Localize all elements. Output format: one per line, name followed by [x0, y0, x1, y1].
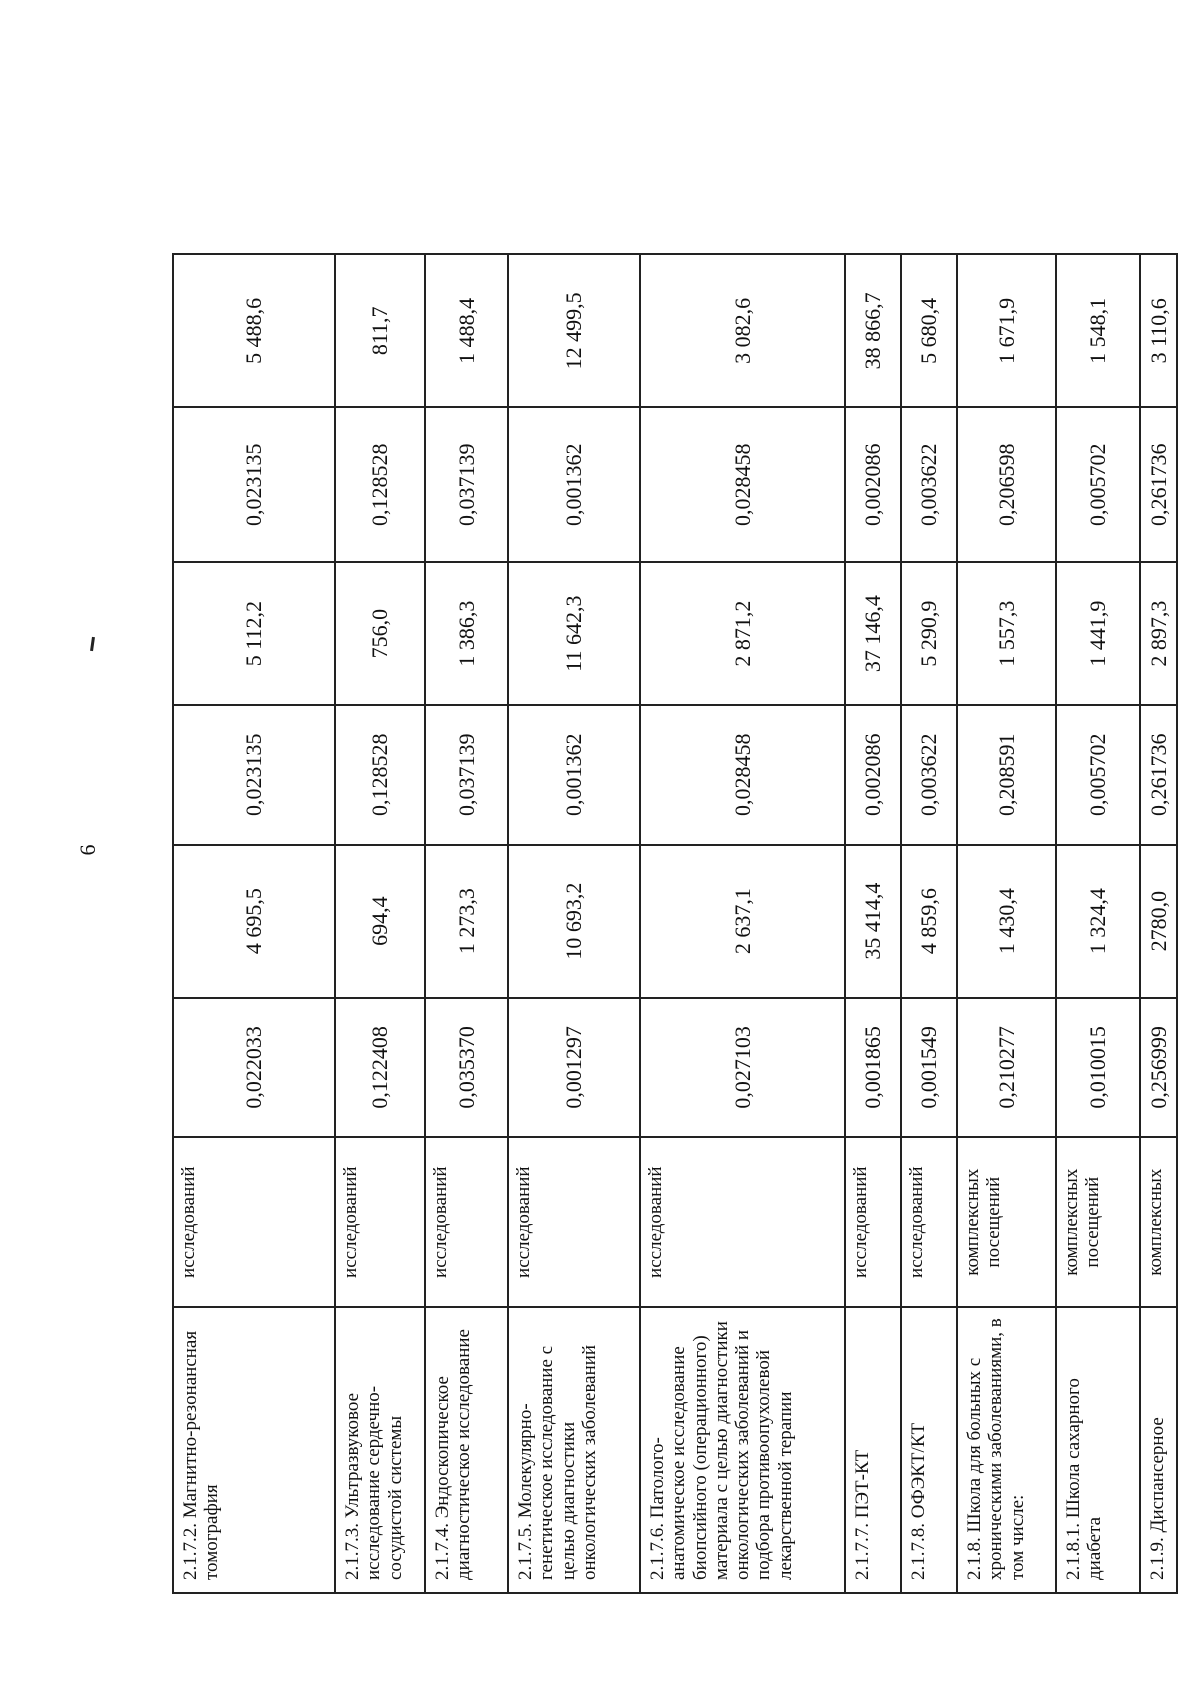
volume-2025-cell: 0,002086 [845, 705, 901, 844]
cost-2024-cell: 4 859,6 [901, 845, 957, 998]
unit-cell: исследований [508, 1137, 640, 1307]
service-name-cell: 2.1.9. Диспансерное [1140, 1307, 1177, 1593]
volume-2025-cell: 0,028458 [640, 705, 845, 844]
cost-2024-cell: 1 430,4 [957, 845, 1056, 998]
cost-2025-cell: 11 642,3 [508, 562, 640, 705]
volume-2024-cell: 0,022033 [173, 998, 335, 1137]
volume-2025-cell: 0,037139 [425, 705, 508, 844]
volume-2026-cell: 0,128528 [335, 407, 425, 562]
rotated-table-sheet [172, 112, 1171, 1594]
service-name-cell: 2.1.7.5. Молекулярно-генетическое исследование с целью диагностики онкологических заболеваний [508, 1307, 640, 1593]
cost-2024-cell: 1 273,3 [425, 845, 508, 998]
volume-2026-cell: 0,037139 [425, 407, 508, 562]
cost-2026-cell: 12 499,5 [508, 254, 640, 407]
service-name-cell: 2.1.7.6. Патолого-анатомическое исследование биопсийного (операционного) материала с целью диагностики онкологических заболеваний и подбора противоопухолевой лекарственной терапии [640, 1307, 845, 1593]
volume-2026-cell: 0,002086 [845, 407, 901, 562]
cost-2024-cell: 694,4 [335, 845, 425, 998]
service-name-cell: 2.1.7.3. Ультразвуковое исследование сердечно-сосудистой системы [335, 1307, 425, 1593]
cost-2025-cell: 5 290,9 [901, 562, 957, 705]
cost-2026-cell: 1 548,1 [1056, 254, 1140, 407]
volume-2024-cell: 0,010015 [1056, 998, 1140, 1137]
cost-2026-cell: 811,7 [335, 254, 425, 407]
cost-2025-cell: 1 386,3 [425, 562, 508, 705]
cost-2025-cell: 1 441,9 [1056, 562, 1140, 705]
cost-2026-cell: 3 110,6 [1140, 254, 1177, 407]
volume-2025-cell: 0,261736 [1140, 705, 1177, 844]
service-name-cell: 2.1.7.8. ОФЭКТ/КТ [901, 1307, 957, 1593]
cost-2024-cell: 35 414,4 [845, 845, 901, 998]
volume-2025-cell: 0,023135 [173, 705, 335, 844]
volume-2025-cell: 0,003622 [901, 705, 957, 844]
cost-2025-cell: 756,0 [335, 562, 425, 705]
volume-2026-cell: 0,206598 [957, 407, 1056, 562]
volume-2024-cell: 0,210277 [957, 998, 1056, 1137]
table-row [957, 113, 1056, 1593]
unit-cell: комплексных посещений [957, 1137, 1056, 1307]
cost-2024-cell: 10 693,2 [508, 845, 640, 998]
unit-cell: исследований [425, 1137, 508, 1307]
tariff-table [172, 112, 1178, 1594]
unit-cell: комплексных [1140, 1137, 1177, 1307]
table-row [173, 113, 335, 1593]
volume-2024-cell: 0,001297 [508, 998, 640, 1137]
cost-2024-cell: 1 324,4 [1056, 845, 1140, 998]
table-row [640, 113, 845, 1593]
scan-mark [90, 637, 95, 651]
service-name-cell: 2.1.7.7. ПЭТ-КТ [845, 1307, 901, 1593]
service-name-cell: 2.1.8. Школа для больных с хроническими заболеваниями, в том числе: [957, 1307, 1056, 1593]
service-name-cell: 2.1.7.4. Эндоскопическое диагностическое исследование [425, 1307, 508, 1593]
volume-2025-cell: 0,128528 [335, 705, 425, 844]
unit-cell: исследований [845, 1137, 901, 1307]
cost-2025-cell: 1 557,3 [957, 562, 1056, 705]
volume-2026-cell: 0,261736 [1140, 407, 1177, 562]
cost-2026-cell: 5 680,4 [901, 254, 957, 407]
table-row [1140, 113, 1177, 1593]
volume-2024-cell: 0,035370 [425, 998, 508, 1137]
cost-2025-cell: 2 897,3 [1140, 562, 1177, 705]
cost-2026-cell: 5 488,6 [173, 254, 335, 407]
volume-2026-cell: 0,003622 [901, 407, 957, 562]
cost-2026-cell: 38 866,7 [845, 254, 901, 407]
cost-2024-cell: 4 695,5 [173, 845, 335, 998]
volume-2026-cell: 0,005702 [1056, 407, 1140, 562]
volume-2024-cell: 0,001865 [845, 998, 901, 1137]
volume-2026-cell: 0,023135 [173, 407, 335, 562]
unit-cell: исследований [640, 1137, 845, 1307]
volume-2026-cell: 0,001362 [508, 407, 640, 562]
volume-2025-cell: 0,005702 [1056, 705, 1140, 844]
volume-2025-cell: 0,208591 [957, 705, 1056, 844]
cost-2024-cell: 2780,0 [1140, 845, 1177, 998]
table-row [901, 113, 957, 1593]
unit-cell: исследований [901, 1137, 957, 1307]
volume-2024-cell: 0,001549 [901, 998, 957, 1137]
cost-2026-cell: 1 488,4 [425, 254, 508, 407]
page-number: 6 [75, 844, 100, 856]
volume-2024-cell: 0,122408 [335, 998, 425, 1137]
table-row [335, 113, 425, 1593]
cost-2026-cell: 3 082,6 [640, 254, 845, 407]
unit-cell: исследований [173, 1137, 335, 1307]
cost-2025-cell: 5 112,2 [173, 562, 335, 705]
unit-cell: комплексных посещений [1056, 1137, 1140, 1307]
volume-2025-cell: 0,001362 [508, 705, 640, 844]
cost-2025-cell: 2 871,2 [640, 562, 845, 705]
cost-2024-cell: 2 637,1 [640, 845, 845, 998]
service-name-cell: 2.1.7.2. Магнитно-резонансная томография [173, 1307, 335, 1593]
unit-cell: исследований [335, 1137, 425, 1307]
service-name-cell: 2.1.8.1. Школа сахарного диабета [1056, 1307, 1140, 1593]
table-row [508, 113, 640, 1593]
table-body [173, 113, 1177, 1593]
volume-2024-cell: 0,256999 [1140, 998, 1177, 1137]
table-row [425, 113, 508, 1593]
cost-2026-cell: 1 671,9 [957, 254, 1056, 407]
volume-2024-cell: 0,027103 [640, 998, 845, 1137]
volume-2026-cell: 0,028458 [640, 407, 845, 562]
table-row [1056, 113, 1140, 1593]
cost-2025-cell: 37 146,4 [845, 562, 901, 705]
table-row [845, 113, 901, 1593]
